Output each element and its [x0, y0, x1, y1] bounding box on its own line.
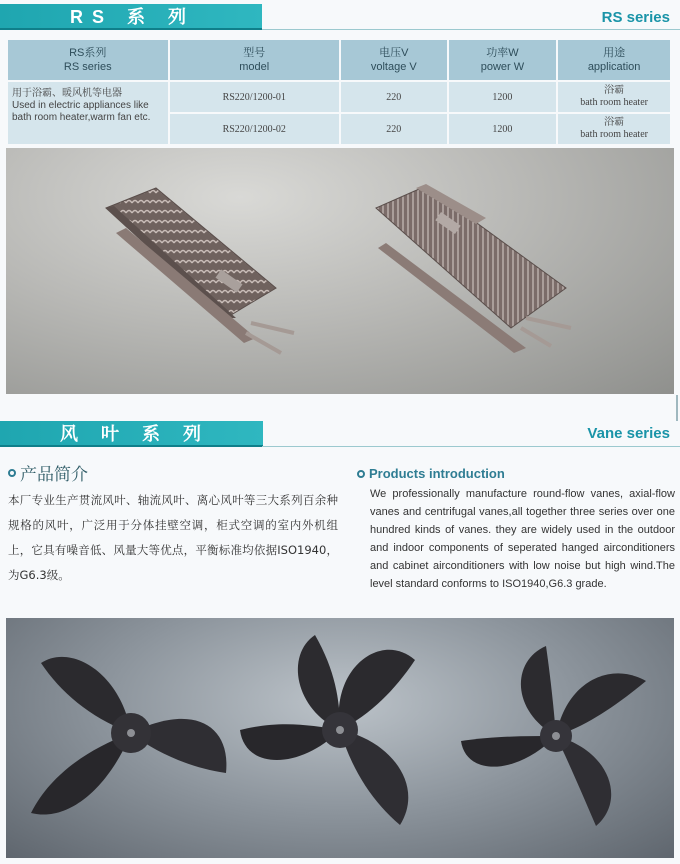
- intro-heading-cn: 产品简介: [8, 460, 88, 485]
- col-header-series: RS系列 RS series: [7, 39, 169, 81]
- bullet-ring-icon: [357, 470, 365, 478]
- power-cell: 1200: [448, 81, 558, 113]
- heater-element-left: [106, 188, 294, 353]
- model-cell: RS220/1200-01: [169, 81, 340, 113]
- vane-series-banner: [0, 421, 263, 447]
- rs-series-title-cn: RS 系 列: [70, 7, 196, 27]
- bullet-ring-icon: [8, 469, 16, 477]
- application-cell: 浴霸 bath room heater: [557, 81, 671, 113]
- fan-vane-left: [31, 657, 226, 815]
- edge-mark: [676, 395, 678, 421]
- fan-vane-photo: [6, 618, 674, 858]
- table-header-row: [7, 39, 671, 81]
- divider: [262, 29, 680, 30]
- voltage-cell: 220: [340, 81, 448, 113]
- divider: [262, 446, 680, 447]
- col-header-voltage: 电压V voltage V: [340, 39, 448, 81]
- intro-text-en: We professionally manufacture round-flow vanes, axial-flow vanes and centrifugal vanes,all together three series over one hundred kinds of vanes. they are widely used in the outdoor and indoor components of seperated hanged airconditioners and cabinet airconditioners with low noise but high wind.The level standard conforms to ISO1940,G6.3 grade.: [370, 488, 675, 590]
- fan-vanes-illustration: [6, 618, 674, 858]
- usage-cell: 用于浴霸、暖风机等电器 Used in electric appliances like bath room heater,warm fan etc.: [7, 81, 169, 145]
- heater-elements-illustration: [6, 148, 674, 394]
- rs-spec-table: [6, 38, 672, 146]
- col-header-application: 用途 application: [557, 39, 671, 81]
- col-header-model: 型号 model: [169, 39, 340, 81]
- application-cell: 浴霸 bath room heater: [557, 113, 671, 145]
- rs-series-title-en: RS series: [601, 9, 670, 26]
- fan-vane-center: [240, 635, 415, 825]
- table-row: [7, 81, 671, 113]
- heater-element-photo: [6, 148, 674, 394]
- power-cell: 1200: [448, 113, 558, 145]
- heater-element-right: [376, 184, 571, 353]
- intro-heading-en: Products introduction: [357, 466, 505, 481]
- model-cell: RS220/1200-02: [169, 113, 340, 145]
- col-header-power: 功率W power W: [448, 39, 558, 81]
- fan-vane-right: [461, 646, 646, 826]
- voltage-cell: 220: [340, 113, 448, 145]
- vane-series-title-cn: 风 叶 系 列: [60, 424, 211, 444]
- vane-series-title-en: Vane series: [587, 425, 670, 442]
- rs-series-banner: [0, 4, 262, 30]
- intro-text-cn: 本厂专业生产贯流风叶、轴流风叶、离心风叶等三大系列百余种规格的风叶，广泛用于分体挂壁空调，柜式空调的室内外机组上，它具有噪音低、风量大等优点，平衡标准均依据ISO1940，为G6.3级。: [8, 493, 338, 582]
